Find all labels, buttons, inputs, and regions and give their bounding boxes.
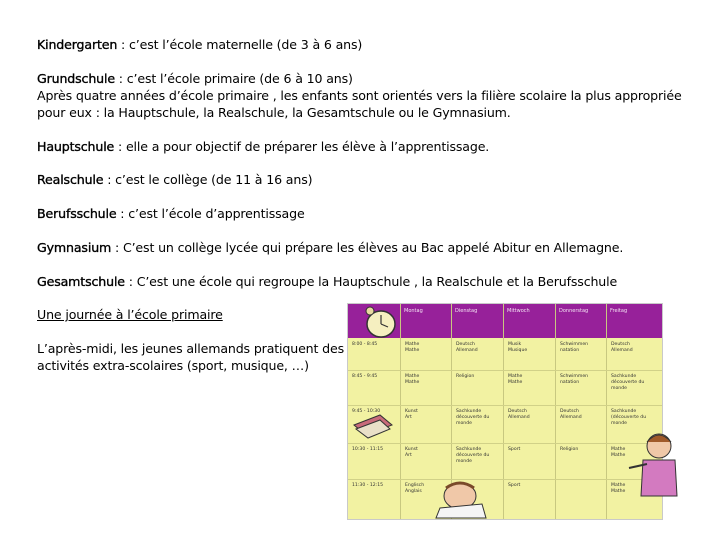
timetable-cell: Religion bbox=[456, 374, 475, 379]
timetable-cell: Religion bbox=[560, 447, 579, 452]
timetable-column-divider bbox=[400, 304, 401, 519]
timetable-cell: Sachkunde découverte du monde bbox=[456, 447, 490, 464]
timetable-cell: Sachkunde découverte du monde bbox=[456, 409, 490, 426]
timetable-column-divider bbox=[606, 304, 607, 519]
orientation-line-2: pour eux : la Hauptschule, la Realschule, la Gesamtschule ou le Gymnasium. bbox=[37, 105, 511, 120]
realschule-line: Realschule : c’est le collège (de 11 à 16 ans) bbox=[37, 172, 313, 187]
timetable-row-divider bbox=[348, 443, 662, 444]
timetable-cell: Sachkunde découverte du monde bbox=[611, 374, 645, 391]
timetable-time-slot: 11:30 - 12:15 bbox=[352, 483, 384, 488]
timetable-time-slot: 8:00 - 8:45 bbox=[352, 342, 378, 347]
timetable-cell: Sport bbox=[508, 483, 521, 488]
kindergarten-line: Kindergarten : c’est l’école maternelle (de 3 à 6 ans) bbox=[37, 37, 363, 52]
gymnasium-line: Gymnasium : C’est un collège lycée qui prépare les élèves au Bac appelé Abitur en Allemagne. bbox=[37, 240, 624, 255]
timetable-row-divider bbox=[348, 479, 662, 480]
grundschule-line: Grundschule : c’est l’école primaire (de 6 à 10 ans) bbox=[37, 71, 353, 86]
timetable-cell: Deutsch Allemand bbox=[611, 342, 633, 353]
orientation-line-1: Après quatre années d’école primaire , les enfants sont orientés vers la filière scolaire la plus appropriée bbox=[37, 88, 682, 103]
timetable-cell: Mathe Mathe bbox=[405, 374, 420, 385]
gesamtschule-line: Gesamtschule : C’est une école qui regroupe la Hauptschule , la Realschule et la Berufsschule bbox=[37, 274, 618, 289]
afternoon-line-1: L’après-midi, les jeunes allemands pratiquent des bbox=[37, 341, 345, 356]
timetable-time-slot: 9:45 - 10:30 bbox=[352, 409, 381, 414]
timetable-cell: Sachkunde (découverte du monde bbox=[611, 409, 647, 426]
timetable-cell: Deutsch Allemand bbox=[456, 342, 478, 353]
timetable-cell: Deutsch Allemand bbox=[560, 409, 582, 420]
timetable-day-header: Montag bbox=[404, 308, 423, 314]
child-writing-clipart-icon bbox=[430, 478, 490, 520]
timetable-cell: Mathe Mathe bbox=[611, 447, 626, 458]
timetable-cell: Schwimmen natation bbox=[560, 342, 589, 353]
afternoon-line-2: activités extra-scolaires (sport, musique, …) bbox=[37, 358, 309, 373]
hauptschule-line: Hauptschule : elle a pour objectif de préparer les élève à l’apprentissage. bbox=[37, 139, 490, 154]
books-clipart-icon bbox=[350, 405, 396, 441]
timetable-row-divider bbox=[348, 370, 662, 371]
clock-clipart-icon bbox=[362, 306, 400, 342]
timetable-column-divider bbox=[555, 304, 556, 519]
timetable-day-header: Freitag bbox=[610, 308, 628, 314]
girl-clipart-icon bbox=[625, 430, 681, 502]
timetable-day-header: Mittwoch bbox=[507, 308, 530, 314]
timetable-day-header: Donnerstag bbox=[559, 308, 589, 314]
timetable-time-slot: 8:45 - 9:45 bbox=[352, 374, 378, 379]
primary-school-day-link[interactable]: Une journée à l’école primaire bbox=[37, 307, 223, 322]
timetable-cell: Deutsch Allemand bbox=[508, 409, 530, 420]
timetable-day-header: Dienstag bbox=[455, 308, 478, 314]
timetable-cell: Mathe Mathe bbox=[405, 342, 420, 353]
timetable-cell: Musik Musique bbox=[508, 342, 528, 353]
berufsschule-line: Berufsschule : c’est l’école d’apprentissage bbox=[37, 206, 305, 221]
timetable-cell: Mathe Mathe bbox=[508, 374, 523, 385]
timetable-cell: Kunst Art bbox=[405, 409, 418, 420]
timetable-cell: Englisch Anglais bbox=[405, 483, 425, 494]
timetable-time-slot: 10:30 - 11:15 bbox=[352, 447, 384, 452]
timetable-cell: Schwimmen natation bbox=[560, 374, 589, 385]
timetable-cell: Mathe Mathe bbox=[611, 483, 626, 494]
timetable-column-divider bbox=[503, 304, 504, 519]
timetable-cell: Kunst Art bbox=[405, 447, 418, 458]
timetable-cell: Sport bbox=[508, 447, 521, 452]
